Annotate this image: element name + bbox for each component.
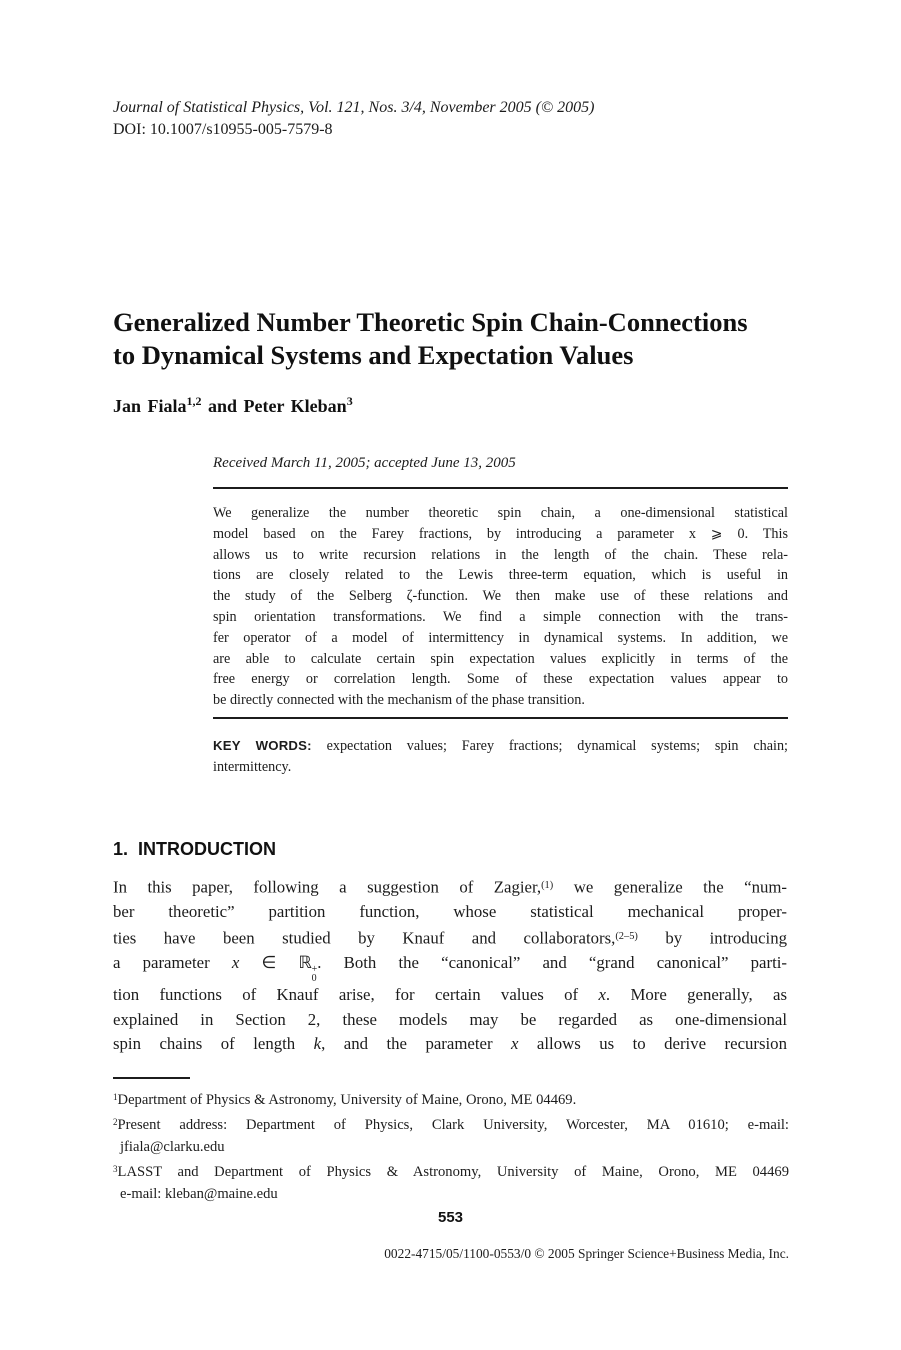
intro-text: In this paper, following a suggestion of Zagier, <box>113 877 542 897</box>
paper-title-line-1: Generalized Number Theoretic Spin Chain-Connections <box>113 307 748 337</box>
intro-text: allows us to derive recursion <box>518 1034 787 1054</box>
citation-superscript: (1) <box>541 880 554 891</box>
section-label: INTRODUCTION <box>138 839 277 859</box>
author-1-name: Jan Fiala <box>113 396 187 416</box>
footnotes-block <box>113 1086 789 1205</box>
footnote-2-marker: 2 <box>113 1117 118 1128</box>
footnote-2-continuation: jfiala@clarku.edu <box>120 1139 225 1156</box>
intro-line <box>113 1008 787 1033</box>
page-number: 553 <box>437 1209 464 1226</box>
intro-text: , and the parameter <box>321 1034 511 1054</box>
abstract-line: free energy or correlation length. Some of these expectation values appear to <box>213 671 788 688</box>
footnote-2 <box>113 1111 789 1136</box>
intro-text: we generalize the “num- <box>553 877 787 897</box>
footnote-3 <box>113 1158 789 1183</box>
intro-line <box>113 900 787 925</box>
abstract-line: We generalize the number theoretic spin chain, a one-dimensional statistical <box>213 505 788 521</box>
authors-line <box>113 394 353 417</box>
footnote-1-text: Department of Physics & Astronomy, University of Maine, Orono, ME 04469. <box>117 1092 577 1109</box>
copyright-line: 0022-4715/05/1100-0553/0 © 2005 Springer Science+Business Media, Inc. <box>384 1246 789 1261</box>
footnote-3-continuation: e-mail: kleban@maine.edu <box>120 1186 278 1203</box>
keywords-line-1 <box>213 735 788 757</box>
section-heading-introduction <box>113 839 276 860</box>
abstract-line: spin orientation transformations. We find a simple connection with the trans- <box>213 608 788 625</box>
superscript-plus: + <box>311 964 318 976</box>
math-variable-x: x <box>511 1034 519 1054</box>
footnote-rule <box>113 1077 190 1079</box>
abstract-paragraph <box>213 503 788 711</box>
intro-text: . More generally, as <box>605 985 787 1005</box>
abstract-line: tions are closely related to the Lewis three-term equation, which is useful in <box>213 567 788 584</box>
intro-text: a parameter <box>113 953 232 973</box>
paper-title-line-2: to Dynamical Systems and Expectation Values <box>113 340 634 370</box>
abstract-top-rule <box>213 487 788 489</box>
abstract-bottom-rule <box>213 717 788 719</box>
intro-line <box>113 983 787 1008</box>
introduction-paragraph <box>113 874 787 1057</box>
subscript-zero: 0 <box>311 973 317 984</box>
intro-text: by introducing <box>637 928 787 948</box>
intro-text: ∈ ℝ <box>239 953 312 973</box>
abstract-line: fer operator of a model of intermittency in dynamical systems. In addition, we <box>213 629 788 646</box>
footnote-1 <box>113 1086 789 1111</box>
authors-connector: and <box>201 396 244 416</box>
keywords-block <box>213 735 788 778</box>
math-variable-x: x <box>231 953 240 973</box>
intro-text: spin chains of length <box>113 1034 314 1054</box>
footnote-3-text: LASST and Department of Physics & Astronomy, University of Maine, Orono, ME 04469 <box>117 1164 789 1181</box>
keywords-label: KEY WORDS: <box>213 738 312 753</box>
intro-text: explained in Section 2, these models may be regarded as one-dimensional <box>113 1009 787 1029</box>
abstract-line: allows us to write recursion relations in the length of the chain. These rela- <box>213 546 788 563</box>
intro-text: . Both the “canonical” and “grand canonical” parti- <box>317 953 787 973</box>
intro-line <box>113 925 787 951</box>
running-head <box>113 97 803 141</box>
abstract-line: be directly connected with the mechanism of the phase transition. <box>213 692 585 709</box>
intro-line <box>113 951 787 983</box>
keywords-line-2: intermittency. <box>213 759 292 775</box>
citation-superscript: (2–5) <box>615 930 638 942</box>
footnote-3-marker: 3 <box>113 1164 118 1175</box>
doi-line: DOI: 10.1007/s10955-005-7579-8 <box>113 121 333 138</box>
author-2-affiliation-superscript: 3 <box>346 394 353 408</box>
math-variable-x: x <box>598 985 606 1005</box>
abstract-line: are able to calculate certain spin expectation values explicitly in terms of the <box>213 650 788 667</box>
math-variable-k: k <box>313 1034 322 1054</box>
author-2-name: Peter Kleban <box>243 396 347 416</box>
abstract-line: the study of the Selberg ζ-function. We then make use of these relations and <box>213 588 788 605</box>
footnote-1-marker: 1 <box>113 1092 118 1102</box>
author-1-affiliation-superscript: 1,2 <box>186 394 202 408</box>
intro-text: ber theoretic” partition function, whose statistical mechanical proper- <box>113 902 787 922</box>
footnote-2-text: Present address: Department of Physics, Clark University, Worcester, MA 01610; e-mail: <box>117 1117 789 1134</box>
keywords-list: expectation values; Farey fractions; dynamical systems; spin chain; <box>311 738 788 754</box>
journal-info-line: Journal of Statistical Physics, Vol. 121, Nos. 3/4, November 2005 (© 2005) <box>113 99 595 116</box>
received-accepted-line: Received March 11, 2005; accepted June 13, 2005 <box>213 455 516 471</box>
intro-line <box>113 1032 787 1057</box>
section-number: 1. <box>113 839 129 859</box>
intro-line <box>113 874 787 900</box>
paper-title <box>113 306 813 372</box>
intro-text: tion functions of Knauf arise, for certain values of <box>113 985 599 1005</box>
abstract-line: model based on the Farey fractions, by introducing a parameter x ⩾ 0. This <box>213 525 788 542</box>
intro-text: ties have been studied by Knauf and collaborators, <box>113 928 616 948</box>
